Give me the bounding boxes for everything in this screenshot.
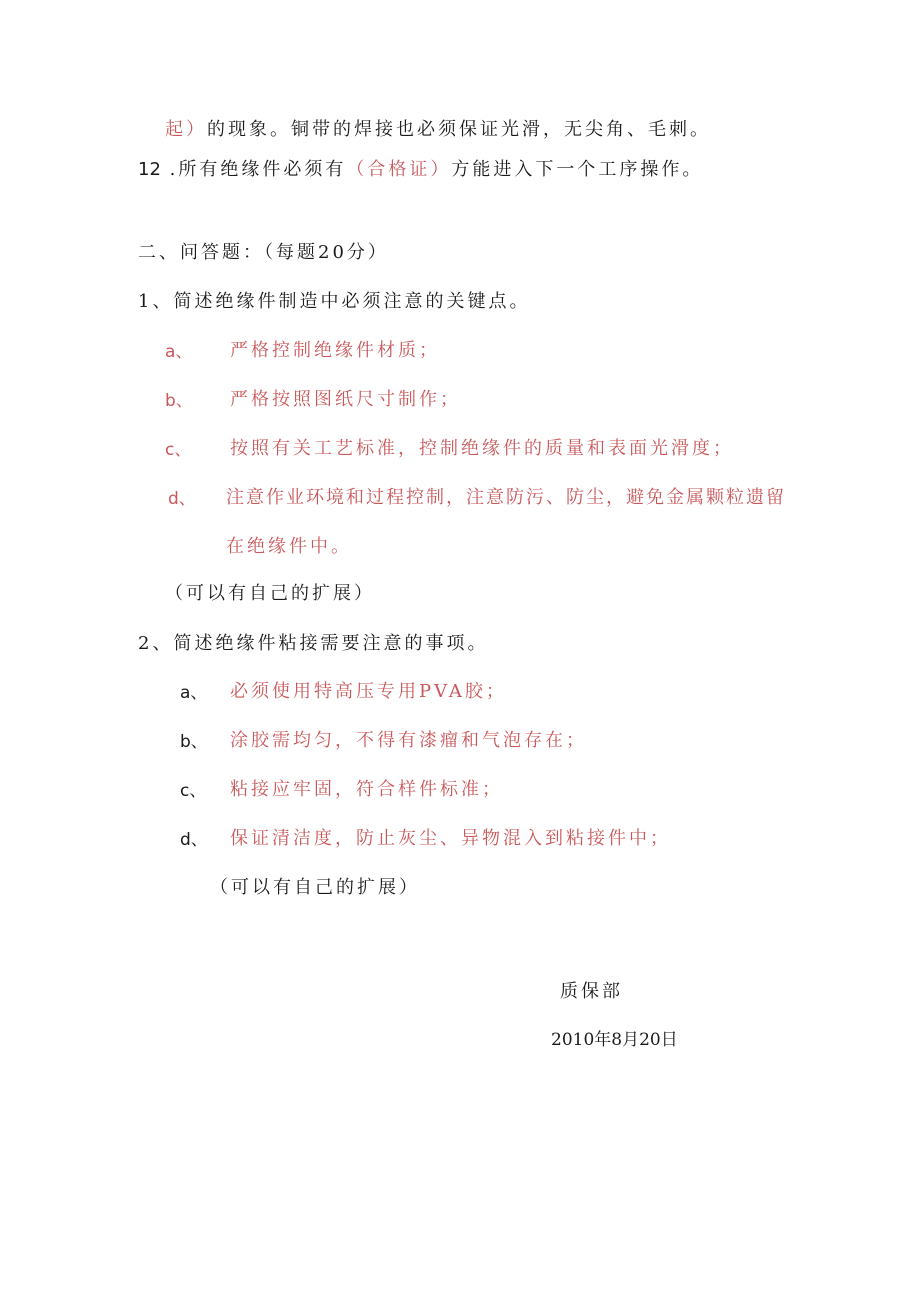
q2-answer-b-mark: b、: [180, 732, 208, 752]
q1-answer-b-text: 严格按照图纸尺寸制作；: [230, 389, 461, 410]
q2-answer-c-mark: c、: [180, 781, 207, 801]
q1-answer-c-text: 按照有关工艺标准，控制绝缘件的质量和表面光滑度；: [230, 438, 734, 459]
item-12-text-before: .所有绝缘件必须有: [169, 159, 347, 180]
q1-note: （可以有自己的扩展）: [165, 583, 375, 604]
item-11-answer-fragment: 起）: [165, 119, 207, 140]
q1-answer-a-text: 严格控制绝缘件材质；: [230, 340, 440, 361]
q1-answer-b-mark: b、: [165, 391, 193, 411]
item-12-answer: （合格证）: [346, 159, 452, 180]
q1-answer-d-mark: d、: [168, 489, 196, 509]
q2-note: （可以有自己的扩展）: [210, 877, 420, 898]
q2-answer-d-mark: d、: [180, 830, 208, 850]
q2-answer-c-text: 粘接应牢固，符合样件标准；: [230, 779, 503, 800]
item-12-number: 12: [138, 159, 161, 180]
document-date: 2010年8月20日: [551, 1030, 678, 1050]
item-12-text-after: 方能进入下一个工序操作。: [451, 159, 704, 180]
question-2: 2、简述绝缘件粘接需要注意的事项。: [138, 633, 489, 654]
q2-answer-a-mark: a、: [180, 683, 208, 703]
q1-answer-c-mark: c、: [165, 440, 192, 460]
department-signature: 质保部: [560, 981, 623, 1002]
item-11-tail: [165, 118, 711, 142]
section-2-heading: 二、问答题：（每题20分）: [138, 242, 389, 263]
q2-answer-d-text: 保证清洁度，防止灰尘、异物混入到粘接件中；: [230, 828, 671, 849]
question-1: 1、简述绝缘件制造中必须注意的关键点。: [138, 291, 531, 312]
q2-answer-a-text: 必须使用特高压专用PVA胶；: [230, 681, 507, 702]
q1-answer-d-text-continued: 在绝缘件中。: [226, 536, 352, 557]
item-11-text: 的现象。铜带的焊接也必须保证光滑，无尖角、毛刺。: [207, 119, 711, 140]
q1-answer-d-text: 注意作业环境和过程控制，注意防污、防尘，避免金属颗粒遗留: [226, 487, 786, 508]
q2-answer-b-text: 涂胶需均匀，不得有漆瘤和气泡存在；: [230, 730, 587, 751]
q1-answer-a-mark: a、: [165, 342, 193, 362]
item-12: [138, 158, 703, 182]
